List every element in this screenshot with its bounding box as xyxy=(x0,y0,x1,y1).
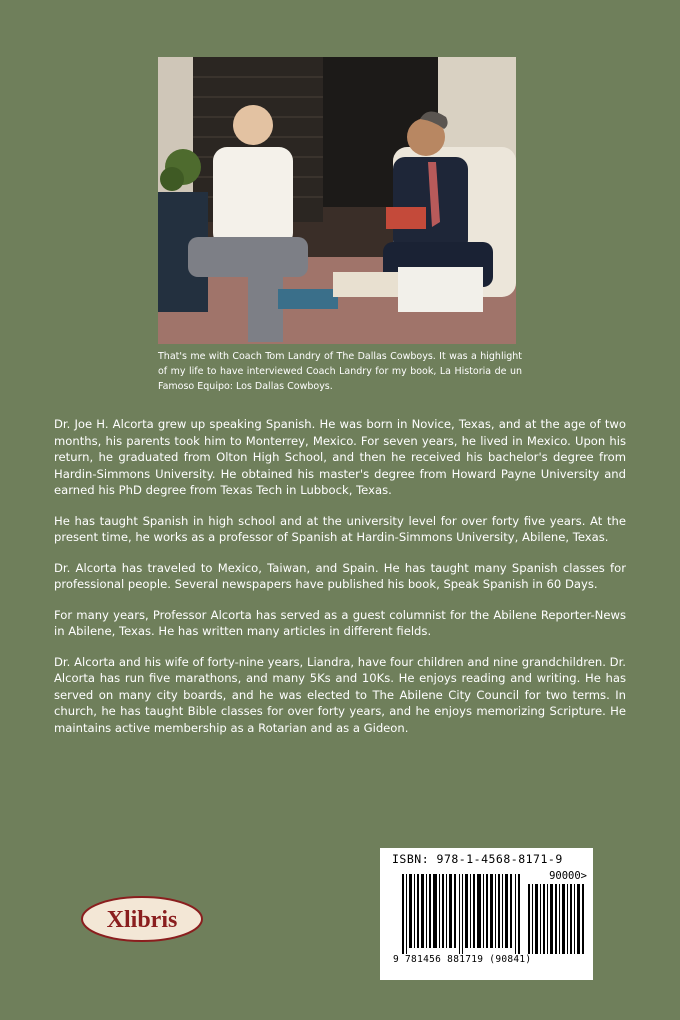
cover-photo xyxy=(158,57,516,344)
bio-paragraph: Dr. Joe H. Alcorta grew up speaking Spanish. He was born in Novice, Texas, and at the age of two months, his parents took him to Monterrey, Mexico. For seven years, he lived in Mexico. Upon his return, he graduated from Olton High School, and then he received his bachelor's degree from Hardin-Simmons University. He obtained his master's degree from Howard Payne University and earned his PhD degree from Texas Tech in Lubbock, Texas. xyxy=(54,417,626,497)
photo-illustration xyxy=(158,57,516,344)
bio-paragraph: He has taught Spanish in high school and at the university level for over forty five years. At the present time, he works as a professor of Spanish at Hardin-Simmons University, Abilene, Texas. xyxy=(54,513,626,544)
barcode-box xyxy=(380,848,593,980)
xlibris-logo xyxy=(80,895,204,943)
bio-paragraph: For many years, Professor Alcorta has served as a guest columnist for the Abilene Reporter-News in Abilene, Texas. He has written many articles in different fields. xyxy=(54,607,626,638)
author-bio xyxy=(54,416,626,750)
barcode-bars xyxy=(402,874,522,954)
xlibris-logo-graphic xyxy=(80,895,204,943)
photo-caption: That's me with Coach Tom Landry of The Dallas Cowboys. It was a highlight of my life to have interviewed Coach Landry for my book, La Historia de un Famoso Equipo: Los Dallas Cowboys. xyxy=(158,351,522,392)
bio-paragraph: Dr. Alcorta and his wife of forty-nine years, Liandra, have four children and nine grandchildren. Dr. Alcorta has run five marathons, and many 5Ks and 10Ks. He enjoys reading and writing. He has served on many city boards, and he was elected to The Abilene City Council for two terms. In church, he has taught Bible classes for over forty years, and he enjoys memorizing Scripture. He maintains active membership as a Rotarian and as a Gideon. xyxy=(54,654,626,735)
addon-barcode-bars xyxy=(528,884,585,954)
price-code: 90000> xyxy=(549,870,587,882)
bio-paragraph: Dr. Alcorta has traveled to Mexico, Taiwan, and Spain. He has taught many Spanish classes for professional people. Several newspapers have published his book, Speak Spanish in 60 Days. xyxy=(54,560,626,591)
barcode-digits: 9 781456 881719 (90841) xyxy=(393,954,532,965)
logo-text: Xlibris xyxy=(106,907,178,933)
isbn-label: ISBN: 978-1-4568-8171-9 xyxy=(392,852,563,866)
